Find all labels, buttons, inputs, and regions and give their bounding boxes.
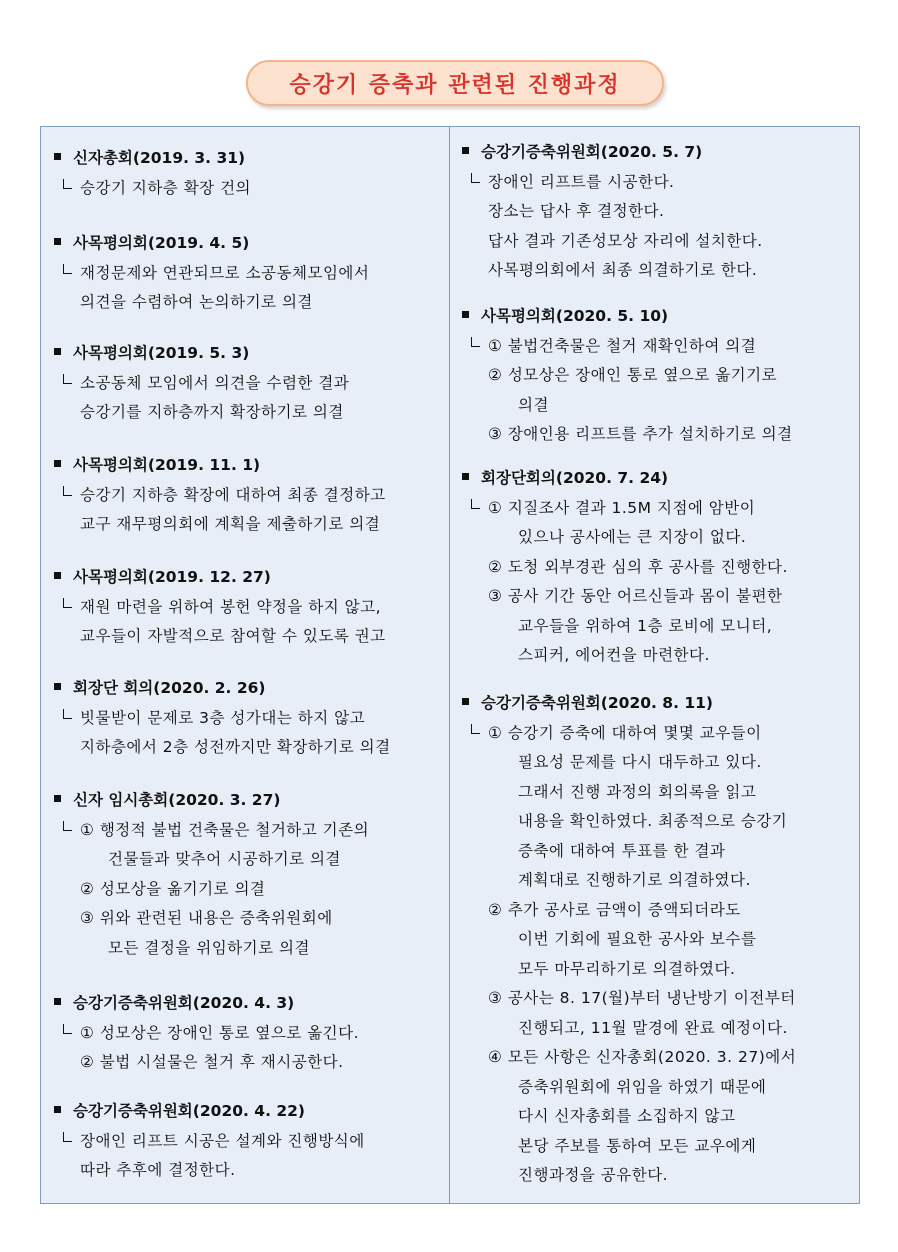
meeting-note-line: 답사 결과 기존성모상 자리에 설치한다. [488, 231, 763, 250]
meeting-note-line: ③ 공사는 8. 17(월)부터 냉난방기 이전부터 [488, 989, 796, 1007]
square-bullet-icon [54, 795, 61, 802]
meeting-heading-text: 사목평의회(2019. 12. 27) [73, 568, 271, 586]
meeting-note-line: ③ 장애인용 리프트를 추가 설치하기로 의결 [488, 425, 793, 443]
sub-item-corner-icon [63, 1024, 72, 1034]
square-bullet-icon [54, 153, 61, 160]
meeting-note-line: 지하층에서 2층 성전까지만 확장하기로 의결 [80, 738, 391, 756]
square-bullet-icon [54, 998, 61, 1005]
meeting-heading [462, 305, 668, 327]
meeting-note-line: 진행되고, 11월 말경에 완료 예정이다. [518, 1018, 788, 1037]
meeting-note-line: 교우들을 위하여 1층 로비에 모니터, [518, 616, 773, 635]
meeting-heading-text: 신자총회(2019. 3. 31) [73, 149, 246, 167]
meeting-note-line: 재정문제와 연관되므로 소공동체모임에서 [80, 263, 370, 282]
meeting-heading [54, 677, 266, 699]
meeting-note-line: ③ 위와 관련된 내용은 증축위원회에 [80, 909, 333, 927]
meeting-note-line: 다시 신자총회를 소집하지 않고 [518, 1107, 736, 1125]
meeting-heading [54, 232, 249, 254]
sub-item-corner-icon [63, 374, 72, 384]
meeting-note-line: 사목평의회에서 최종 의결하기로 한다. [488, 261, 758, 279]
meeting-heading-text: 사목평의회(2019. 5. 3) [73, 344, 250, 362]
meeting-note-line: ① 지질조사 결과 1.5M 지점에 암반이 [488, 498, 756, 517]
meeting-note-line: 이번 기회에 필요한 공사와 보수를 [518, 930, 757, 948]
square-bullet-icon [54, 572, 61, 579]
meeting-note-line: 본당 주보를 통하여 모든 교우에게 [518, 1136, 757, 1155]
meeting-note-line: 계획대로 진행하기로 의결하였다. [518, 871, 751, 889]
meeting-heading-text: 회장단회의(2020. 7. 24) [481, 469, 669, 487]
meeting-heading [54, 992, 294, 1014]
sub-item-corner-icon [63, 179, 72, 189]
meeting-heading [54, 342, 249, 364]
meeting-note-line: ④ 모든 사항은 신자총회(2020. 3. 27)에서 [488, 1048, 797, 1066]
meeting-note-line: ② 성모상을 옮기기로 의결 [80, 879, 266, 898]
meeting-note-line: ② 성모상은 장애인 통로 옆으로 옮기기로 [488, 366, 778, 384]
meeting-heading [54, 789, 280, 811]
meeting-note-line: 교우들이 자발적으로 참여할 수 있도록 권고 [80, 627, 386, 645]
page-title-banner [246, 60, 664, 106]
sub-item-corner-icon [63, 486, 72, 496]
column-divider [449, 126, 450, 1204]
meeting-heading-text: 승강기증축위원회(2020. 5. 7) [481, 143, 703, 161]
meeting-heading-text: 승강기증축위원회(2020. 8. 11) [481, 694, 714, 712]
meeting-note-line: 있으나 공사에는 큰 지장이 없다. [518, 528, 747, 546]
meeting-note-line: 장소는 답사 후 결정한다. [488, 202, 665, 220]
meeting-note-line: ① 불법건축물은 철거 재확인하여 의결 [488, 336, 757, 355]
meeting-heading [54, 566, 271, 588]
meeting-note-line: 증축에 대하여 투표를 한 결과 [518, 841, 726, 860]
meeting-note-line: 모두 마무리하기로 의결하였다. [518, 959, 736, 978]
meeting-note-line: 스피커, 에어컨을 마련한다. [518, 646, 710, 664]
meeting-note-line: ② 불법 시설물은 철거 후 재시공한다. [80, 1053, 344, 1071]
square-bullet-icon [54, 1106, 61, 1113]
meeting-heading-text: 사목평의회(2020. 5. 10) [481, 307, 669, 325]
meeting-heading-text: 사목평의회(2019. 11. 1) [73, 456, 261, 474]
square-bullet-icon [462, 147, 469, 154]
square-bullet-icon [462, 311, 469, 318]
meeting-heading-text: 회장단 회의(2020. 2. 26) [73, 679, 266, 697]
sub-item-corner-icon [471, 724, 480, 734]
meeting-note-line: 따라 추후에 결정한다. [80, 1161, 236, 1179]
page-title: 승강기 증축과 관련된 진행과정 [289, 72, 621, 98]
meeting-heading [54, 1100, 305, 1122]
meeting-note-line: 모든 결정을 위임하기로 의결 [108, 938, 310, 957]
meeting-note-line: 필요성 문제를 다시 대두하고 있다. [518, 753, 762, 771]
meeting-note-line: 의견을 수렴하여 논의하기로 의결 [80, 293, 313, 311]
square-bullet-icon [462, 698, 469, 705]
sub-item-corner-icon [471, 499, 480, 509]
meeting-note-line: 건물들과 맞추어 시공하기로 의결 [108, 850, 341, 868]
meeting-note-line: 승강기를 지하층까지 확장하기로 의결 [80, 403, 344, 421]
meeting-heading [462, 467, 668, 489]
meeting-note-line: 의결 [518, 395, 549, 414]
square-bullet-icon [462, 473, 469, 480]
meeting-note-line: ② 추가 공사로 금액이 증액되더라도 [488, 900, 741, 919]
meeting-heading-text: 사목평의회(2019. 4. 5) [73, 234, 250, 252]
sub-item-corner-icon [63, 709, 72, 719]
meeting-heading [462, 692, 713, 714]
meeting-note-line: 교구 재무평의회에 계획을 제출하기로 의결 [80, 515, 381, 533]
meeting-note-line: 진행과정을 공유한다. [518, 1166, 669, 1184]
meeting-note-line: 승강기 지하층 확장에 대하여 최종 결정하고 [80, 485, 386, 504]
sub-item-corner-icon [63, 821, 72, 831]
meeting-note-line: ① 승강기 증축에 대하여 몇몇 교우들이 [488, 723, 762, 742]
meeting-note-line: 빗물받이 문제로 3층 성가대는 하지 않고 [80, 708, 366, 727]
meeting-heading [462, 141, 702, 163]
meeting-note-line: ① 성모상은 장애인 통로 옆으로 옮긴다. [80, 1023, 360, 1042]
meeting-heading-text: 신자 임시총회(2020. 3. 27) [73, 791, 281, 809]
meeting-note-line: 그래서 진행 과정의 회의록을 읽고 [518, 782, 757, 801]
meeting-heading-text: 승강기증축위원회(2020. 4. 3) [73, 994, 295, 1012]
sub-item-corner-icon [63, 1132, 72, 1142]
meeting-note-line: 승강기 지하층 확장 건의 [80, 178, 252, 197]
meeting-note-line: ③ 공사 기간 동안 어르신들과 몸이 불편한 [488, 587, 783, 605]
meeting-note-line: ② 도청 외부경관 심의 후 공사를 진행한다. [488, 557, 788, 576]
meeting-note-line: 소공동체 모임에서 의견을 수렴한 결과 [80, 373, 350, 392]
square-bullet-icon [54, 460, 61, 467]
meeting-note-line: ① 행정적 불법 건축물은 철거하고 기존의 [80, 820, 370, 839]
meeting-heading [54, 454, 260, 476]
sub-item-corner-icon [63, 264, 72, 274]
meeting-heading-text: 승강기증축위원회(2020. 4. 22) [73, 1102, 306, 1120]
square-bullet-icon [54, 238, 61, 245]
sub-item-corner-icon [63, 598, 72, 608]
meeting-note-line: 증축위원회에 위임을 하였기 때문에 [518, 1077, 767, 1096]
meeting-heading [54, 147, 245, 169]
meeting-note-line: 장애인 리프트 시공은 설계와 진행방식에 [80, 1131, 365, 1150]
meeting-note-line: 내용을 확인하였다. 최종적으로 승강기 [518, 812, 788, 830]
square-bullet-icon [54, 348, 61, 355]
sub-item-corner-icon [471, 337, 480, 347]
sub-item-corner-icon [471, 173, 480, 183]
square-bullet-icon [54, 683, 61, 690]
meeting-note-line: 장애인 리프트를 시공한다. [488, 172, 675, 191]
meeting-note-line: 재원 마련을 위하여 봉헌 약정을 하지 않고, [80, 597, 382, 616]
